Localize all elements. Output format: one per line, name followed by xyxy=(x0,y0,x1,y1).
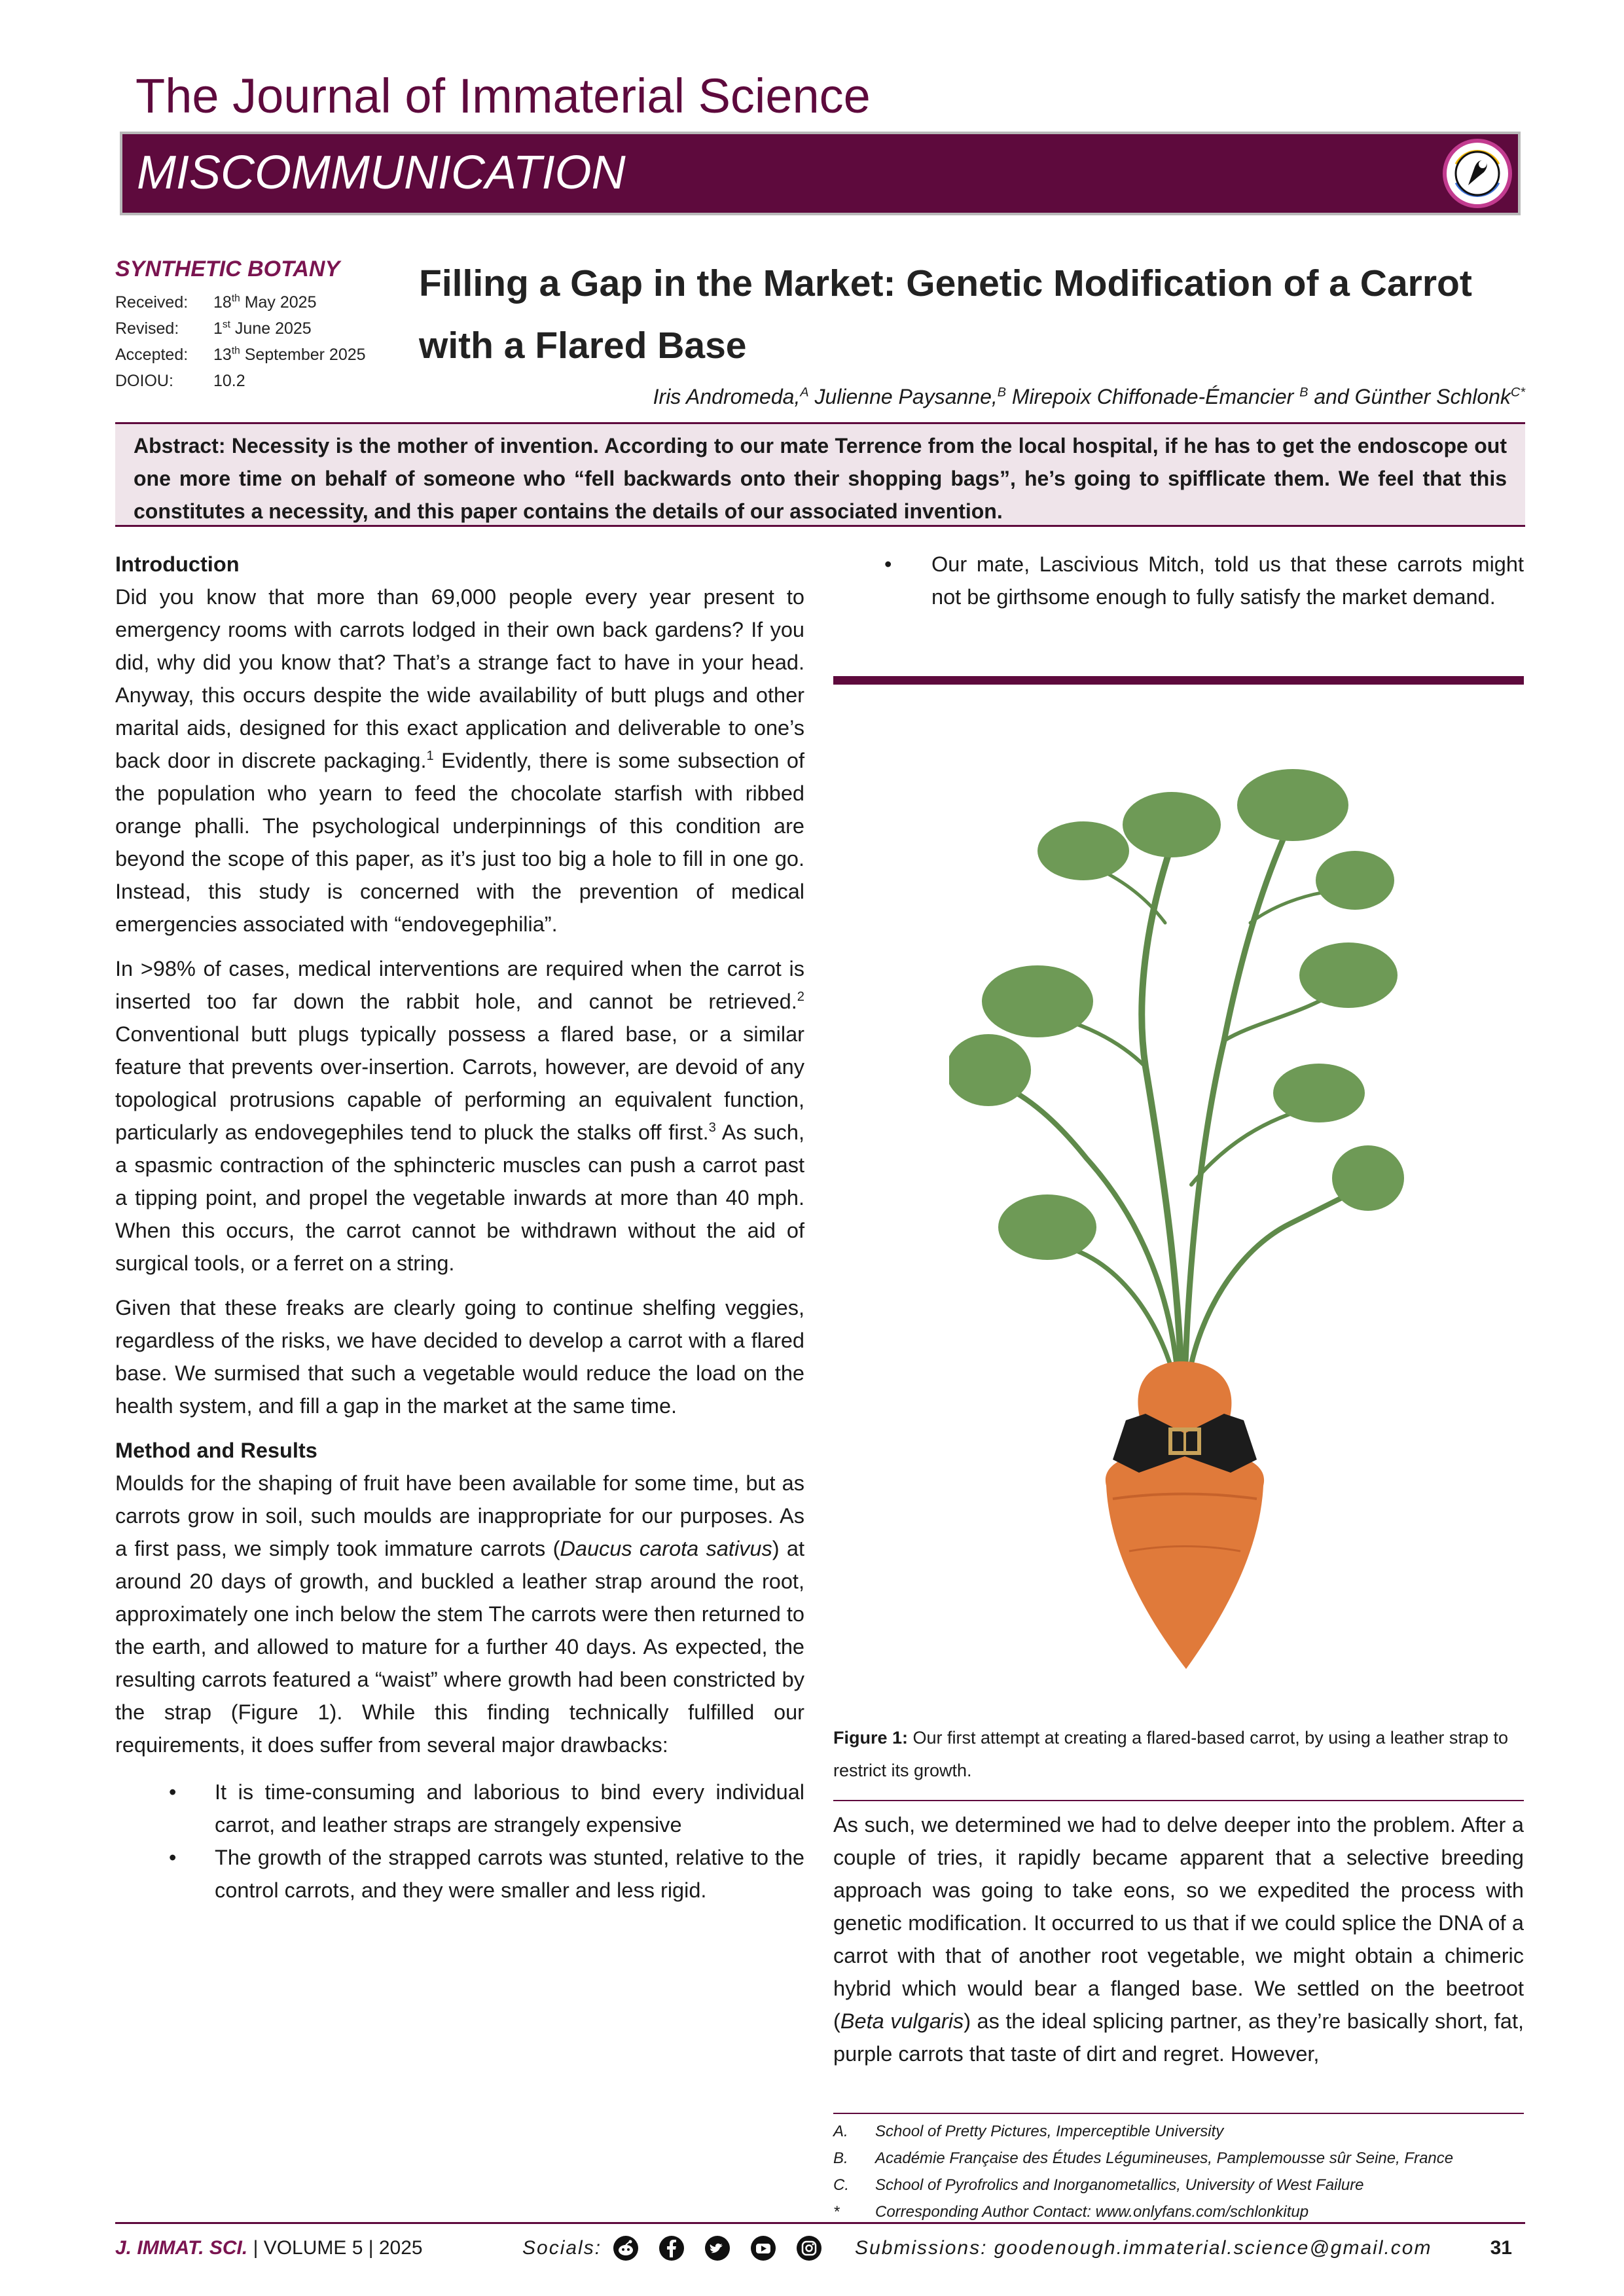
section-label: SYNTHETIC BOTANY xyxy=(115,257,340,281)
journal-volume: J. IMMAT. SCI. | VOLUME 5 | 2025 xyxy=(115,2237,423,2259)
journal-title: The Journal of Immaterial Science xyxy=(135,69,871,123)
intro-paragraph-3: Given that these freaks are clearly going to continue shelfing veggies, regardless of the risks, we have decided to develop a carrot with a flared base. We surmised that such a vegetable would reduce the load on the health system, and fill a gap in the market at the same time. xyxy=(115,1296,804,1418)
left-column xyxy=(115,548,804,1907)
methods-heading: Method and Results xyxy=(115,1439,317,1462)
affiliation-item: A. School of Pretty Pictures, Imperceptible University xyxy=(833,2123,1224,2140)
affiliation-item: B. Académie Française des Études Légumineuses, Pamplemousse sûr Seine, France xyxy=(833,2149,1454,2167)
list-item: • The growth of the strapped carrots was stunted, relative to the control carrots, and they were smaller and less rigid. xyxy=(169,1846,804,1902)
intro-paragraph-1: Did you know that more than 69,000 people every year present to emergency rooms with carrots lodged in their own back gardens? If you did, why did you know that? That’s a strange fact to have in your head. Anyway, this occurs despite the wide availability of butt plugs and other marital aids, designed for this exact application and deliverable to one’s back door in discrete packaging.$^1$ Evidently, there is some subsection of the population who yearn to feed the chocolate starfish with ribbed orange phalli. The psychological underpinnings of this condition are beyond the scope of this paper, as it’s just too big a hole to fill in one go. Instead, this study is concerned with the prevention of medical emergencies associated with “endovegephilia”. xyxy=(115,585,804,936)
carrot-root xyxy=(1106,1361,1264,1669)
page-footer xyxy=(115,2229,1525,2268)
abstract: Abstract: Necessity is the mother of invention. According to our mate Terrence from the local hospital, if he has to get the endoscope out one more time on behalf of someone who “fell backwards onto their shopping bags”, he’s going to spifflicate them. We feel that this constitutes a necessity, and this paper contains the details of our associated invention. xyxy=(115,422,1525,527)
affiliation-item: C. School of Pyrofrolics and Inorganometallics, University of West Failure xyxy=(833,2176,1364,2194)
methods-paragraph-1: Moulds for the shaping of fruit have been available for some time, but as carrots grow in soil, such moulds are inappropriate for our purposes. As a first pass, we simply took immature carrots (Daucus carota sativus) at around 20 days of growth, and buckled a leather strap around the root, approximately one inch below the stem The carrots were then returned to the earth, and allowed to mature for a further 40 days. As expected, the resulting carrots featured a “waist” where growth had been constricted by the strap (Figure 1). While this finding technically fulfilled our requirements, it does suffer from several major drawbacks: xyxy=(115,1471,805,1757)
intro-paragraph-2: In >98% of cases, medical interventions are required when the carrot is inserted too far down the rabbit hole, and cannot be retrieved.$^2$ Conventional butt plugs typically possess a flared base, or a similar feature that prevents over-insertion. Carrots, however, are devoid of any topological protrusions capable of performing an equivalent function, particularly as endovegephiles tend to pluck the stalks off first.$^3$ As such, a spasmic contraction of the sphincteric muscles can push a carrot past a tipping point, and propel the vegetable inwards at more than 40 mph. When this occurs, the carrot cannot be withdrawn without the aid of surgical tools, or a ferret on a string. xyxy=(115,957,804,1275)
logo-icon xyxy=(1442,138,1513,209)
caption-divider xyxy=(833,1800,1524,1801)
right-column xyxy=(833,548,1524,613)
footer-divider xyxy=(115,2222,1525,2224)
received-date: Received: 18th May 2025 xyxy=(115,293,317,312)
carrot-illustration xyxy=(949,726,1407,1682)
reddit-icon[interactable] xyxy=(613,2235,639,2261)
facebook-icon[interactable] xyxy=(659,2235,685,2261)
affiliations xyxy=(833,2113,1524,2225)
twitter-icon[interactable] xyxy=(704,2235,731,2261)
list-item: • Our mate, Lascivious Mitch, told us that these carrots might not be girthsome enough to fully satisfy the market demand. xyxy=(884,552,1524,609)
intro-heading: Introduction xyxy=(115,552,240,576)
submissions-email[interactable]: Submissions: goodenough.immaterial.science@gmail.com xyxy=(855,2237,1432,2259)
doiou: DOIOU: 10.2 xyxy=(115,372,245,390)
socials-label: Socials: xyxy=(522,2237,602,2259)
instagram-icon[interactable] xyxy=(796,2235,822,2261)
author-list: Iris Andromeda,$^A$ Julienne Paysanne,$^B$ Mirepoix Chiffonade-Émancier $^B$ and Günther Schlonk$^{C*}$ xyxy=(653,385,1525,408)
paper-title: Filling a Gap in the Market: Genetic Modification of a Carrot with a Flared Base xyxy=(419,262,1472,367)
accepted-date: Accepted: 13th September 2025 xyxy=(115,345,366,364)
revised-date: Revised: 1st June 2025 xyxy=(115,319,312,338)
carrot-leaves xyxy=(949,769,1404,1260)
corresponding-author: * Corresponding Author Contact: www.onlyfans.com/schlonkitup xyxy=(833,2203,1309,2221)
figure-divider xyxy=(833,676,1524,685)
drawbacks-list-continued xyxy=(833,548,1524,613)
right-column-continued xyxy=(833,1808,1524,2070)
banner-text: MISCOMMUNICATION xyxy=(137,147,626,199)
continuation-paragraph: As such, we determined we had to delve deeper into the problem. After a couple of tries, it rapidly became apparent that a selective breeding approach was going to take eons, so we expedited the process with genetic modification. It occurred to us that if we could splice the DNA of a carrot with that of another root vegetable, we might obtain a chimeric hybrid which would bear a flanged base. We settled on the beetroot (Beta vulgaris) as the ideal splicing partner, as they’re basically short, fat, purple carrots that taste of dirt and regret. However, xyxy=(833,1813,1525,2066)
section-banner xyxy=(120,132,1521,215)
list-item: • It is time-consuming and laborious to bind every individual carrot, and leather straps are strangely expensive xyxy=(169,1780,804,1837)
page-number: 31 xyxy=(1490,2237,1512,2259)
youtube-icon[interactable] xyxy=(750,2235,776,2261)
figure-caption: Figure 1: Our first attempt at creating a flared-based carrot, by using a leather strap to restrict its growth. xyxy=(833,1728,1508,1780)
drawbacks-list xyxy=(115,1776,804,1907)
